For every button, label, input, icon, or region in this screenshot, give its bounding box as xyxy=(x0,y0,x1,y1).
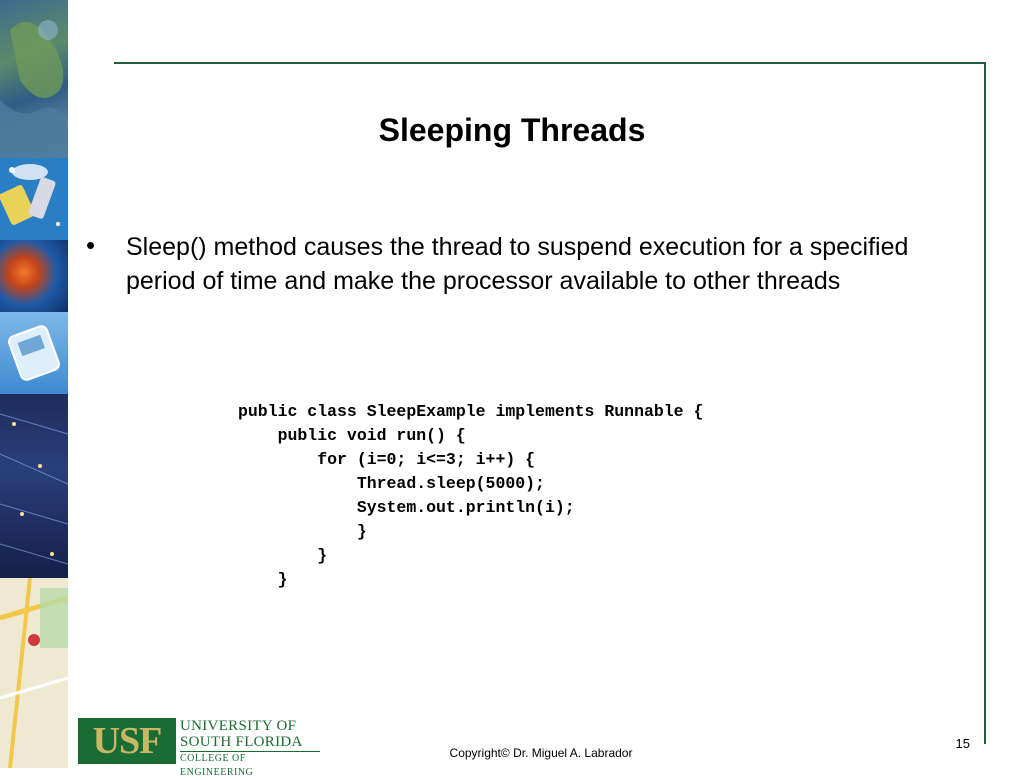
code-line: for (i=0; i<=3; i++) { xyxy=(238,450,536,469)
slide-title: Sleeping Threads xyxy=(378,112,646,148)
code-line: } xyxy=(238,522,367,541)
circuit-image-art xyxy=(0,394,68,578)
code-line: Thread.sleep(5000); xyxy=(238,474,545,493)
devices-image-art xyxy=(0,158,68,240)
code-line: public class SleepExample implements Runnable { xyxy=(238,402,704,421)
code-block xyxy=(238,400,703,592)
brain-image xyxy=(0,240,68,312)
bullet-marker: • xyxy=(86,230,96,260)
bullet-text: Sleep() method causes the thread to suspend execution for a specified period of time and make the processor available to other threads xyxy=(126,233,909,295)
code-line: System.out.println(i); xyxy=(238,498,575,517)
logo-line-college: COLLEGE OF ENGINEERING xyxy=(180,751,320,780)
code-line: } xyxy=(238,570,288,589)
phone-image xyxy=(0,312,68,394)
usf-logo-mark: USF xyxy=(78,718,176,764)
copyright-text: Copyright© Dr. Miguel A. Labrador xyxy=(449,746,633,760)
logo-line-university: UNIVERSITY OF xyxy=(180,718,297,734)
map-image xyxy=(0,578,68,768)
page-number: 15 xyxy=(955,736,970,751)
logo-line-south-florida: SOUTH FLORIDA xyxy=(180,734,303,750)
code-line: } xyxy=(238,546,328,565)
phone-image-art xyxy=(0,312,68,394)
circuit-image xyxy=(0,394,68,578)
devices-image xyxy=(0,158,68,240)
code-line: public void run() { xyxy=(238,426,466,445)
map-image-art xyxy=(0,578,68,768)
